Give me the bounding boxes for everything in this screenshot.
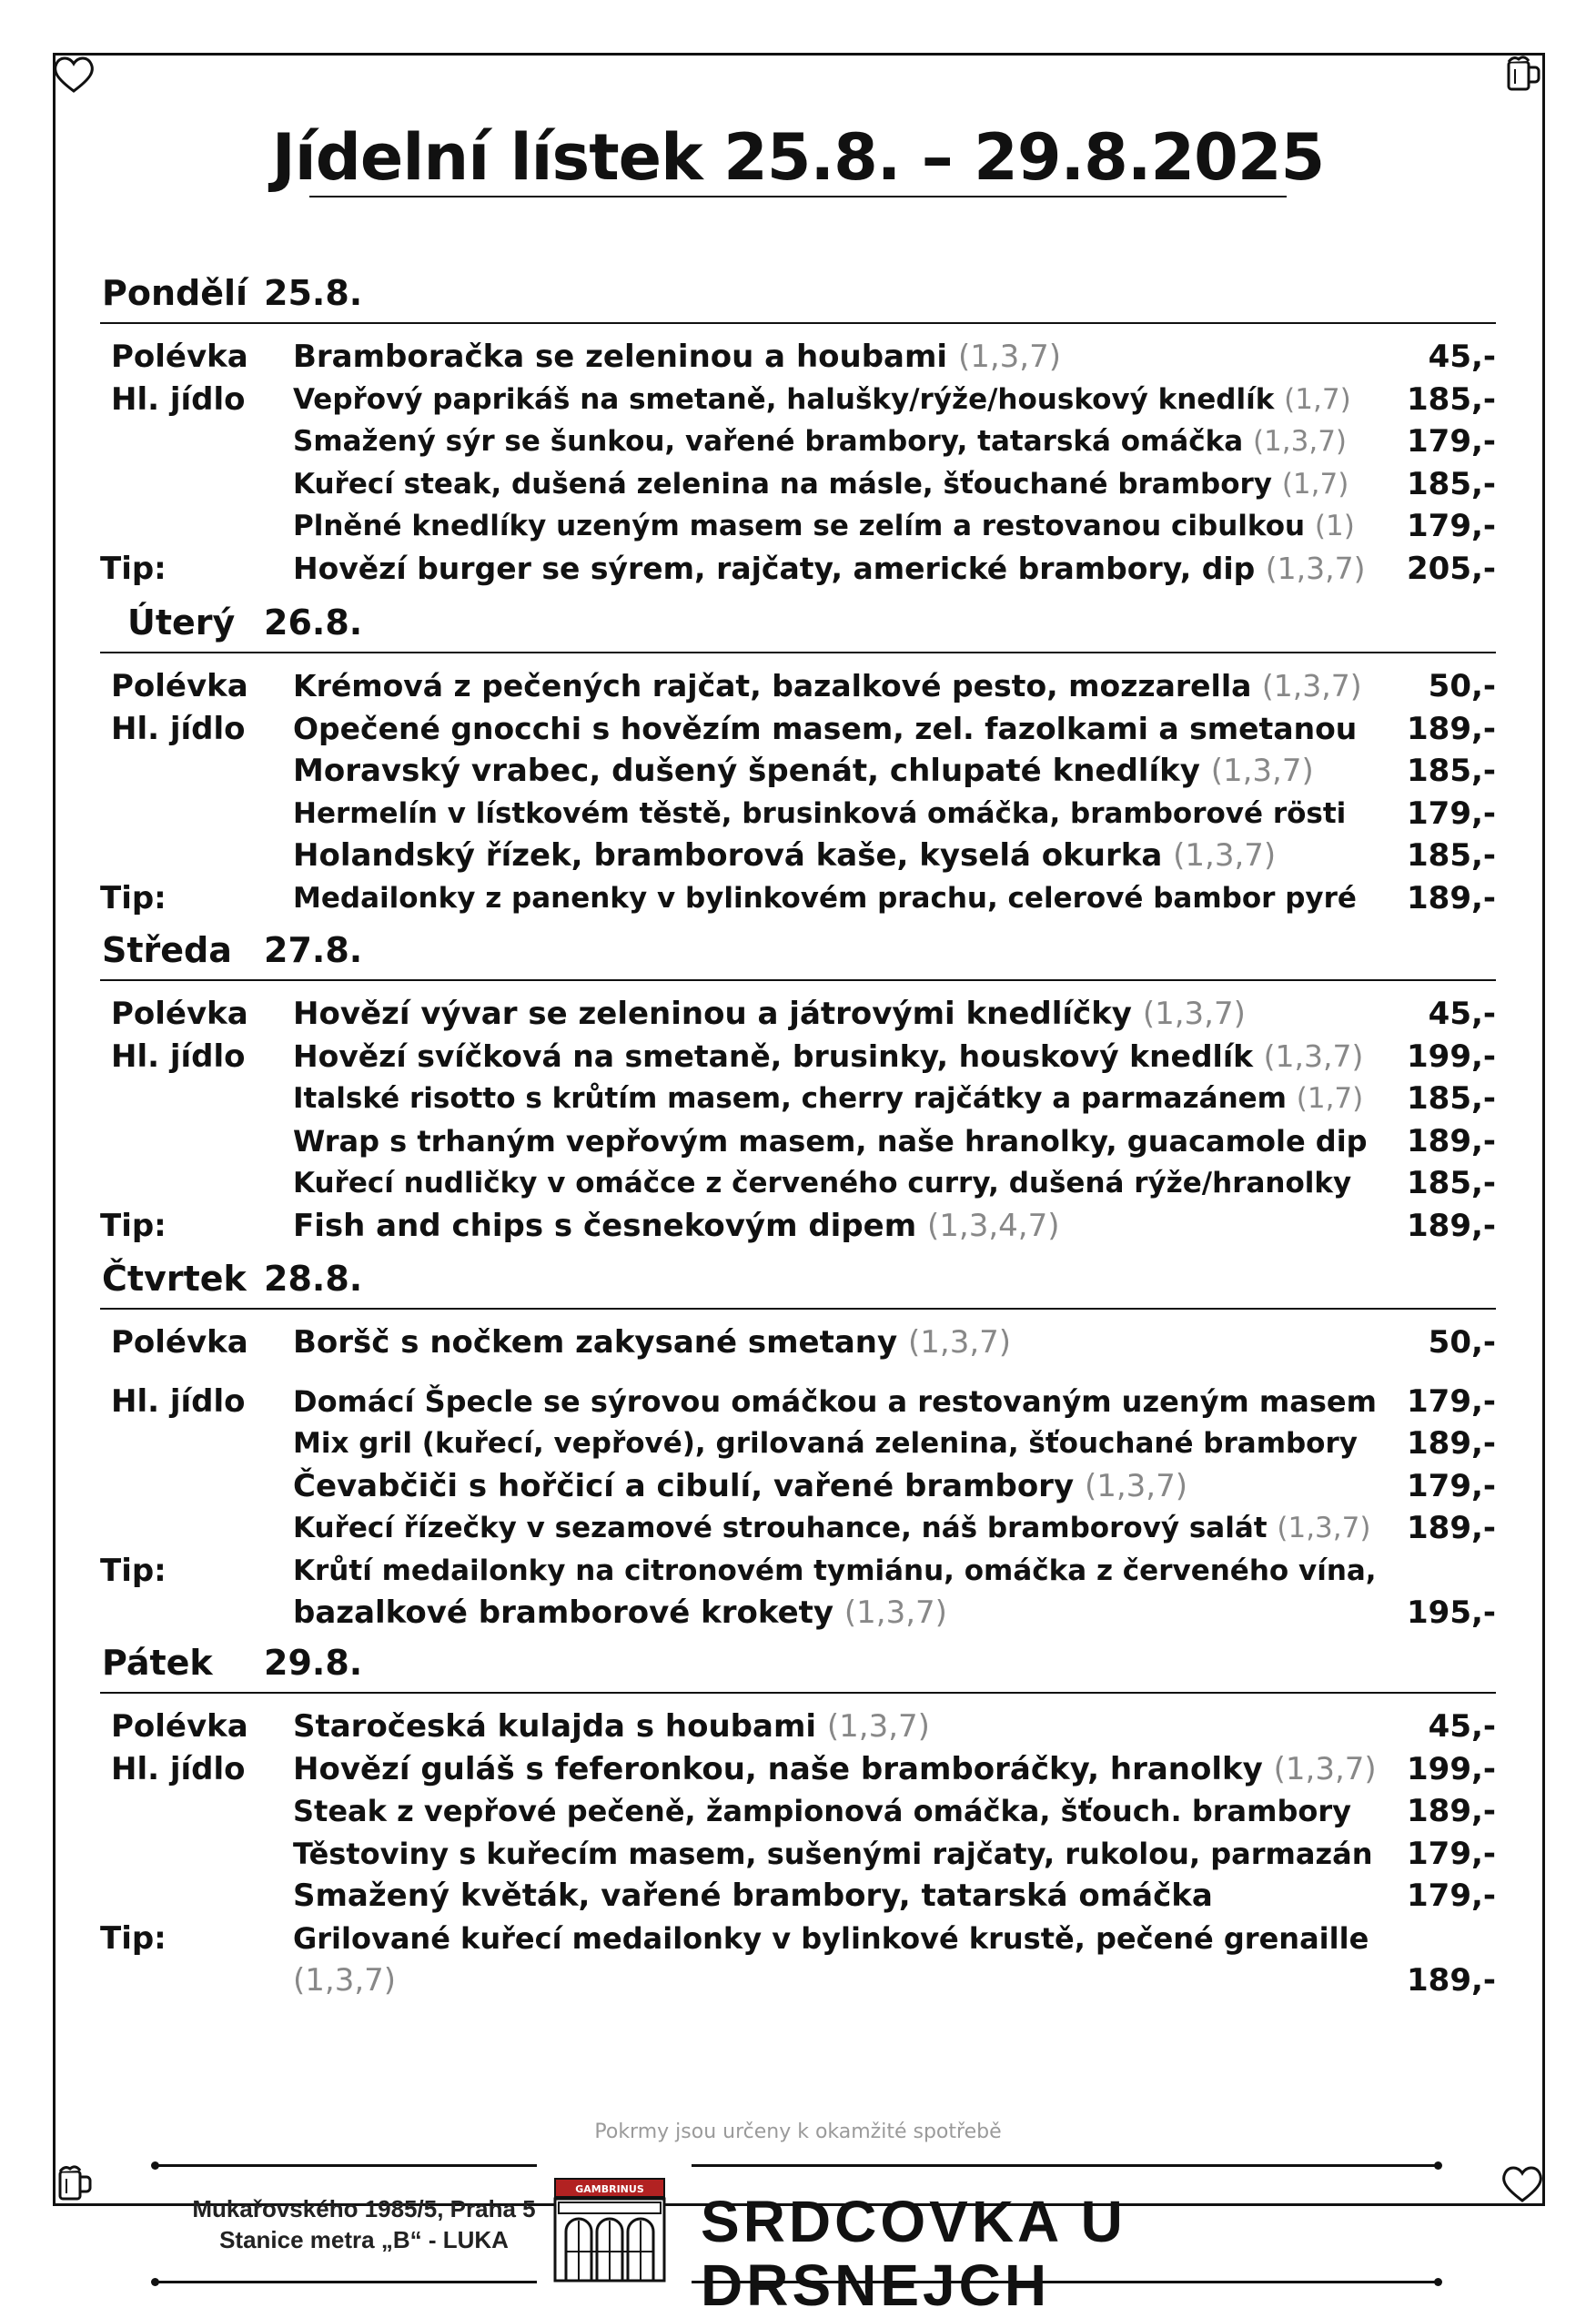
item-price: 195,- xyxy=(1407,1594,1496,1631)
item-name: Kuřecí steak, dušená zelenina na másle, šťouchané brambory xyxy=(293,467,1273,501)
item-name: Mix gril (kuřecí, vepřové), grilovaná zelenina, šťouchané brambory xyxy=(293,1427,1358,1460)
item-description xyxy=(293,1791,1351,1831)
item-description xyxy=(293,1508,1370,1548)
menu-item xyxy=(0,835,1596,876)
item-allergens: (1,3,7) xyxy=(1173,837,1277,874)
item-category: Polévka xyxy=(111,1324,248,1361)
item-allergens: (1,3,7) xyxy=(1273,1750,1377,1787)
beer-mug-icon xyxy=(47,2157,100,2210)
item-name: Hovězí svíčková na smetaně, brusinky, houskový knedlík xyxy=(293,1038,1254,1074)
item-description xyxy=(293,1876,1213,1916)
menu-item xyxy=(0,337,1596,377)
item-name: Hovězí guláš s feferonkou, naše bramboráčky, hranolky xyxy=(293,1750,1263,1787)
item-price: 179,- xyxy=(1407,1878,1496,1914)
menu-item xyxy=(0,1749,1596,1789)
item-price: 205,- xyxy=(1407,550,1496,587)
item-price: 185,- xyxy=(1407,1165,1496,1201)
menu-item xyxy=(0,1593,1596,1633)
item-name: Medailonky z panenky v bylinkovém prachu, celerové bambor pyré xyxy=(293,881,1357,915)
footer-rule-dot xyxy=(151,2278,159,2286)
menu-item xyxy=(0,1163,1596,1203)
item-category: Tip: xyxy=(100,550,167,587)
menu-item xyxy=(0,878,1596,918)
gambrinus-logo xyxy=(546,2175,673,2284)
day-divider xyxy=(100,322,1496,324)
item-allergens: (1,3,7) xyxy=(1265,550,1366,586)
item-price: 179,- xyxy=(1407,1382,1496,1420)
day-name: Čtvrtek xyxy=(102,1259,247,1299)
item-allergens: (1,3,7) xyxy=(826,1708,930,1745)
item-price: 50,- xyxy=(1428,668,1496,704)
item-allergens: (1,3,7) xyxy=(957,339,1061,375)
item-name: Holandský řízek, bramborová kaše, kyselá okurka xyxy=(293,837,1163,874)
item-category: Tip: xyxy=(100,879,167,916)
item-category: Hl. jídlo xyxy=(111,1038,246,1075)
item-name: Plněné knedlíky uzeným masem se zelím a restovanou cibulkou xyxy=(293,510,1306,542)
item-price: 199,- xyxy=(1407,1038,1496,1075)
menu-item xyxy=(0,380,1596,420)
footer-rule xyxy=(692,2164,1438,2167)
item-price: 50,- xyxy=(1428,1324,1496,1361)
menu-item xyxy=(0,1121,1596,1161)
item-name: Grilované kuřecí medailonky v bylinkové krustě, pečené grenaille xyxy=(293,1920,1369,1956)
item-price: 189,- xyxy=(1407,1793,1496,1829)
day-divider xyxy=(100,652,1496,653)
heart-icon xyxy=(1496,2157,1549,2210)
footer-rule xyxy=(155,2281,537,2283)
menu-item xyxy=(0,1918,1596,1959)
item-description xyxy=(293,1834,1372,1874)
item-name: Hovězí vývar se zeleninou a játrovými knedlíčky xyxy=(293,996,1132,1032)
menu-item xyxy=(0,1706,1596,1746)
item-name: Hermelín v lístkovém těstě, brusinková omáčka, bramborové rösti xyxy=(293,796,1347,830)
menu-item xyxy=(0,1834,1596,1874)
item-price: 45,- xyxy=(1428,1708,1496,1745)
item-description xyxy=(293,1749,1377,1789)
item-description xyxy=(293,794,1346,834)
item-name: Těstoviny s kuřecím masem, sušenými rajčaty, rukolou, parmazán xyxy=(293,1836,1373,1871)
item-description xyxy=(293,878,1357,918)
item-description xyxy=(293,751,1314,791)
item-category: Hl. jídlo xyxy=(111,380,246,418)
menu-item xyxy=(0,1466,1596,1506)
menu-item xyxy=(0,994,1596,1034)
menu-item xyxy=(0,421,1596,461)
day-date: 29.8. xyxy=(264,1643,363,1683)
item-name: Steak z vepřové pečeně, žampionová omáčka, šťouch. brambory xyxy=(293,1794,1351,1828)
item-price: 189,- xyxy=(1407,1122,1496,1159)
item-allergens: (1,3,4,7) xyxy=(927,1207,1060,1244)
item-description xyxy=(293,1322,1011,1362)
item-price: 189,- xyxy=(1407,879,1496,916)
item-allergens: (1,3,7) xyxy=(1263,1038,1364,1074)
item-description xyxy=(293,666,1362,706)
footer-rule-dot xyxy=(1434,2161,1442,2170)
item-name: Smažený květák, vařené brambory, tatarská omáčka xyxy=(293,1878,1213,1914)
menu-item xyxy=(0,1206,1596,1246)
item-description xyxy=(293,1382,1377,1422)
item-category: Polévka xyxy=(111,339,248,375)
item-name: Italské risotto s krůtím masem, cherry rajčátky a parmazánem xyxy=(293,1082,1287,1115)
item-category: Polévka xyxy=(111,1708,248,1745)
item-allergens: (1,3,7) xyxy=(908,1324,1012,1361)
item-allergens: (1,7) xyxy=(1281,467,1349,501)
menu-item xyxy=(0,1960,1596,2000)
day-name: Středa xyxy=(102,930,232,970)
item-name: Wrap s trhaným vepřovým masem, naše hranolky, guacamole dip xyxy=(293,1123,1368,1159)
menu-item xyxy=(0,1078,1596,1119)
item-price: 185,- xyxy=(1407,380,1496,418)
item-category: Tip: xyxy=(100,1919,167,1957)
heart-icon xyxy=(47,47,100,100)
day-name: Úterý xyxy=(127,602,236,643)
item-name: Bramboračka se zeleninou a houbami xyxy=(293,339,948,375)
item-name: Čevabčiči s hořčicí a cibulí, vařené brambory xyxy=(293,1467,1075,1504)
menu-item xyxy=(0,751,1596,791)
item-price: 179,- xyxy=(1407,1467,1496,1504)
page-title: Jídelní lístek 25.8. – 29.8.2025 xyxy=(271,120,1325,195)
item-allergens: (1,3,7) xyxy=(1252,425,1348,458)
menu-item xyxy=(0,1551,1596,1591)
menu-item xyxy=(0,1423,1596,1463)
item-description xyxy=(293,1918,1369,1959)
day-divider xyxy=(100,979,1496,981)
item-name: Kuřecí řízečky v sezamové strouhance, náš bramborový salát xyxy=(293,1512,1268,1544)
item-description xyxy=(293,835,1276,876)
menu-item xyxy=(0,1382,1596,1422)
logo-text: GAMBRINUS xyxy=(575,2183,644,2195)
item-name: Domácí Špecle se sýrovou omáčkou a restovaným uzeným masem xyxy=(293,1383,1377,1419)
menu-item xyxy=(0,506,1596,546)
item-name: Kuřecí nudličky v omáčce z červeného curry, dušená rýže/hranolky xyxy=(293,1167,1352,1199)
address-metro: Stanice metra „B“ - LUKA xyxy=(219,2226,509,2253)
item-allergens: (1,3,7) xyxy=(1142,996,1246,1032)
item-name: Fish and chips s česnekovým dipem xyxy=(293,1207,917,1244)
item-price: 189,- xyxy=(1407,1510,1496,1546)
item-name: Krémová z pečených rajčat, bazalkové pesto, mozzarella xyxy=(293,668,1252,703)
item-category: Hl. jídlo xyxy=(111,1382,246,1420)
menu-item xyxy=(0,549,1596,589)
day-name: Pátek xyxy=(102,1643,213,1683)
item-allergens: (1,7) xyxy=(1284,382,1351,416)
menu-item xyxy=(0,1037,1596,1077)
menu-item xyxy=(0,464,1596,504)
item-description xyxy=(293,994,1246,1034)
item-price: 185,- xyxy=(1407,1080,1496,1117)
item-allergens: (1,3,7) xyxy=(1210,753,1314,789)
item-description xyxy=(293,337,1061,377)
menu-item xyxy=(0,1791,1596,1831)
item-description xyxy=(293,1037,1363,1077)
item-price: 189,- xyxy=(1407,1207,1496,1244)
menu-item xyxy=(0,794,1596,834)
menu-item xyxy=(0,666,1596,706)
item-description xyxy=(293,421,1347,461)
item-name: Vepřový paprikáš na smetaně, halušky/rýže/houskový knedlík xyxy=(293,382,1275,416)
footer-rule-dot xyxy=(151,2161,159,2170)
item-description xyxy=(293,506,1355,546)
item-category: Polévka xyxy=(111,668,248,704)
item-description xyxy=(293,1078,1363,1119)
restaurant-name: SRDCOVKA U DRSNEJCH xyxy=(701,2189,1126,2318)
item-name: Krůtí medailonky na citronovém tymiánu, omáčka z červeného vína, xyxy=(293,1554,1377,1587)
item-allergens: (1,3,7) xyxy=(293,1962,397,1999)
item-category: Hl. jídlo xyxy=(111,710,246,747)
item-name: Opečené gnocchi s hovězím masem, zel. fazolkami a smetanou xyxy=(293,710,1358,746)
item-description xyxy=(293,709,1357,749)
footer-rule xyxy=(155,2164,537,2167)
item-description xyxy=(293,1706,930,1746)
item-allergens: (1,7) xyxy=(1296,1082,1364,1115)
item-allergens: (1,3,7) xyxy=(843,1594,947,1631)
day-date: 26.8. xyxy=(264,602,363,643)
item-price: 189,- xyxy=(1407,710,1496,747)
day-divider xyxy=(100,1692,1496,1694)
item-price: 185,- xyxy=(1407,465,1496,502)
item-price: 189,- xyxy=(1407,1962,1496,1999)
item-allergens: (1,3,7) xyxy=(1261,668,1362,703)
item-description xyxy=(293,1423,1358,1463)
item-name: Staročeská kulajda s houbami xyxy=(293,1708,817,1745)
item-price: 179,- xyxy=(1407,795,1496,832)
item-name: Moravský vrabec, dušený špenát, chlupaté knedlíky xyxy=(293,753,1200,789)
item-category: Hl. jídlo xyxy=(111,1750,246,1787)
restaurant-address xyxy=(182,2193,546,2255)
item-price: 189,- xyxy=(1407,1425,1496,1462)
item-allergens: (1,3,7) xyxy=(1084,1467,1187,1504)
item-price: 45,- xyxy=(1428,996,1496,1032)
menu-item xyxy=(0,1876,1596,1916)
menu-item xyxy=(0,709,1596,749)
day-date: 27.8. xyxy=(264,930,363,970)
beer-mug-icon xyxy=(1496,47,1549,100)
item-name: Smažený sýr se šunkou, vařené brambory, tatarská omáčka xyxy=(293,425,1244,458)
item-allergens: (1,3,7) xyxy=(1277,1512,1371,1544)
item-description xyxy=(293,1466,1187,1506)
item-allergens: (1) xyxy=(1314,510,1355,542)
consumption-note: Pokrmy jsou určeny k okamžité spotřebě xyxy=(594,2121,1002,2143)
item-price: 199,- xyxy=(1407,1750,1496,1787)
item-description xyxy=(293,464,1349,504)
item-description xyxy=(293,1593,947,1633)
item-price: 179,- xyxy=(1407,423,1496,460)
item-name: bazalkové bramborové krokety xyxy=(293,1594,834,1631)
day-date: 25.8. xyxy=(264,273,363,313)
item-name: Hovězí burger se sýrem, rajčaty, americké brambory, dip xyxy=(293,550,1256,586)
footer xyxy=(155,2157,1439,2318)
day-date: 28.8. xyxy=(264,1259,363,1299)
item-description xyxy=(293,1206,1060,1246)
item-description xyxy=(293,1163,1351,1203)
day-divider xyxy=(100,1308,1496,1310)
item-description xyxy=(293,549,1366,589)
item-price: 179,- xyxy=(1407,1835,1496,1872)
address-street: Mukařovského 1985/5, Praha 5 xyxy=(192,2195,536,2222)
item-category: Polévka xyxy=(111,996,248,1032)
item-category: Tip: xyxy=(100,1552,167,1589)
item-price: 185,- xyxy=(1407,837,1496,874)
item-price: 179,- xyxy=(1407,508,1496,544)
menu-item xyxy=(0,1508,1596,1548)
item-name: Boršč s nočkem zakysané smetany xyxy=(293,1324,898,1361)
day-name: Pondělí xyxy=(102,273,248,313)
item-description xyxy=(293,1121,1368,1161)
item-description xyxy=(293,1960,396,2000)
item-category: Tip: xyxy=(100,1207,167,1244)
item-price: 45,- xyxy=(1428,339,1496,375)
item-price: 185,- xyxy=(1407,753,1496,789)
item-description xyxy=(293,380,1351,420)
title-underline xyxy=(309,196,1287,197)
item-description xyxy=(293,1551,1377,1591)
menu-item xyxy=(0,1322,1596,1362)
